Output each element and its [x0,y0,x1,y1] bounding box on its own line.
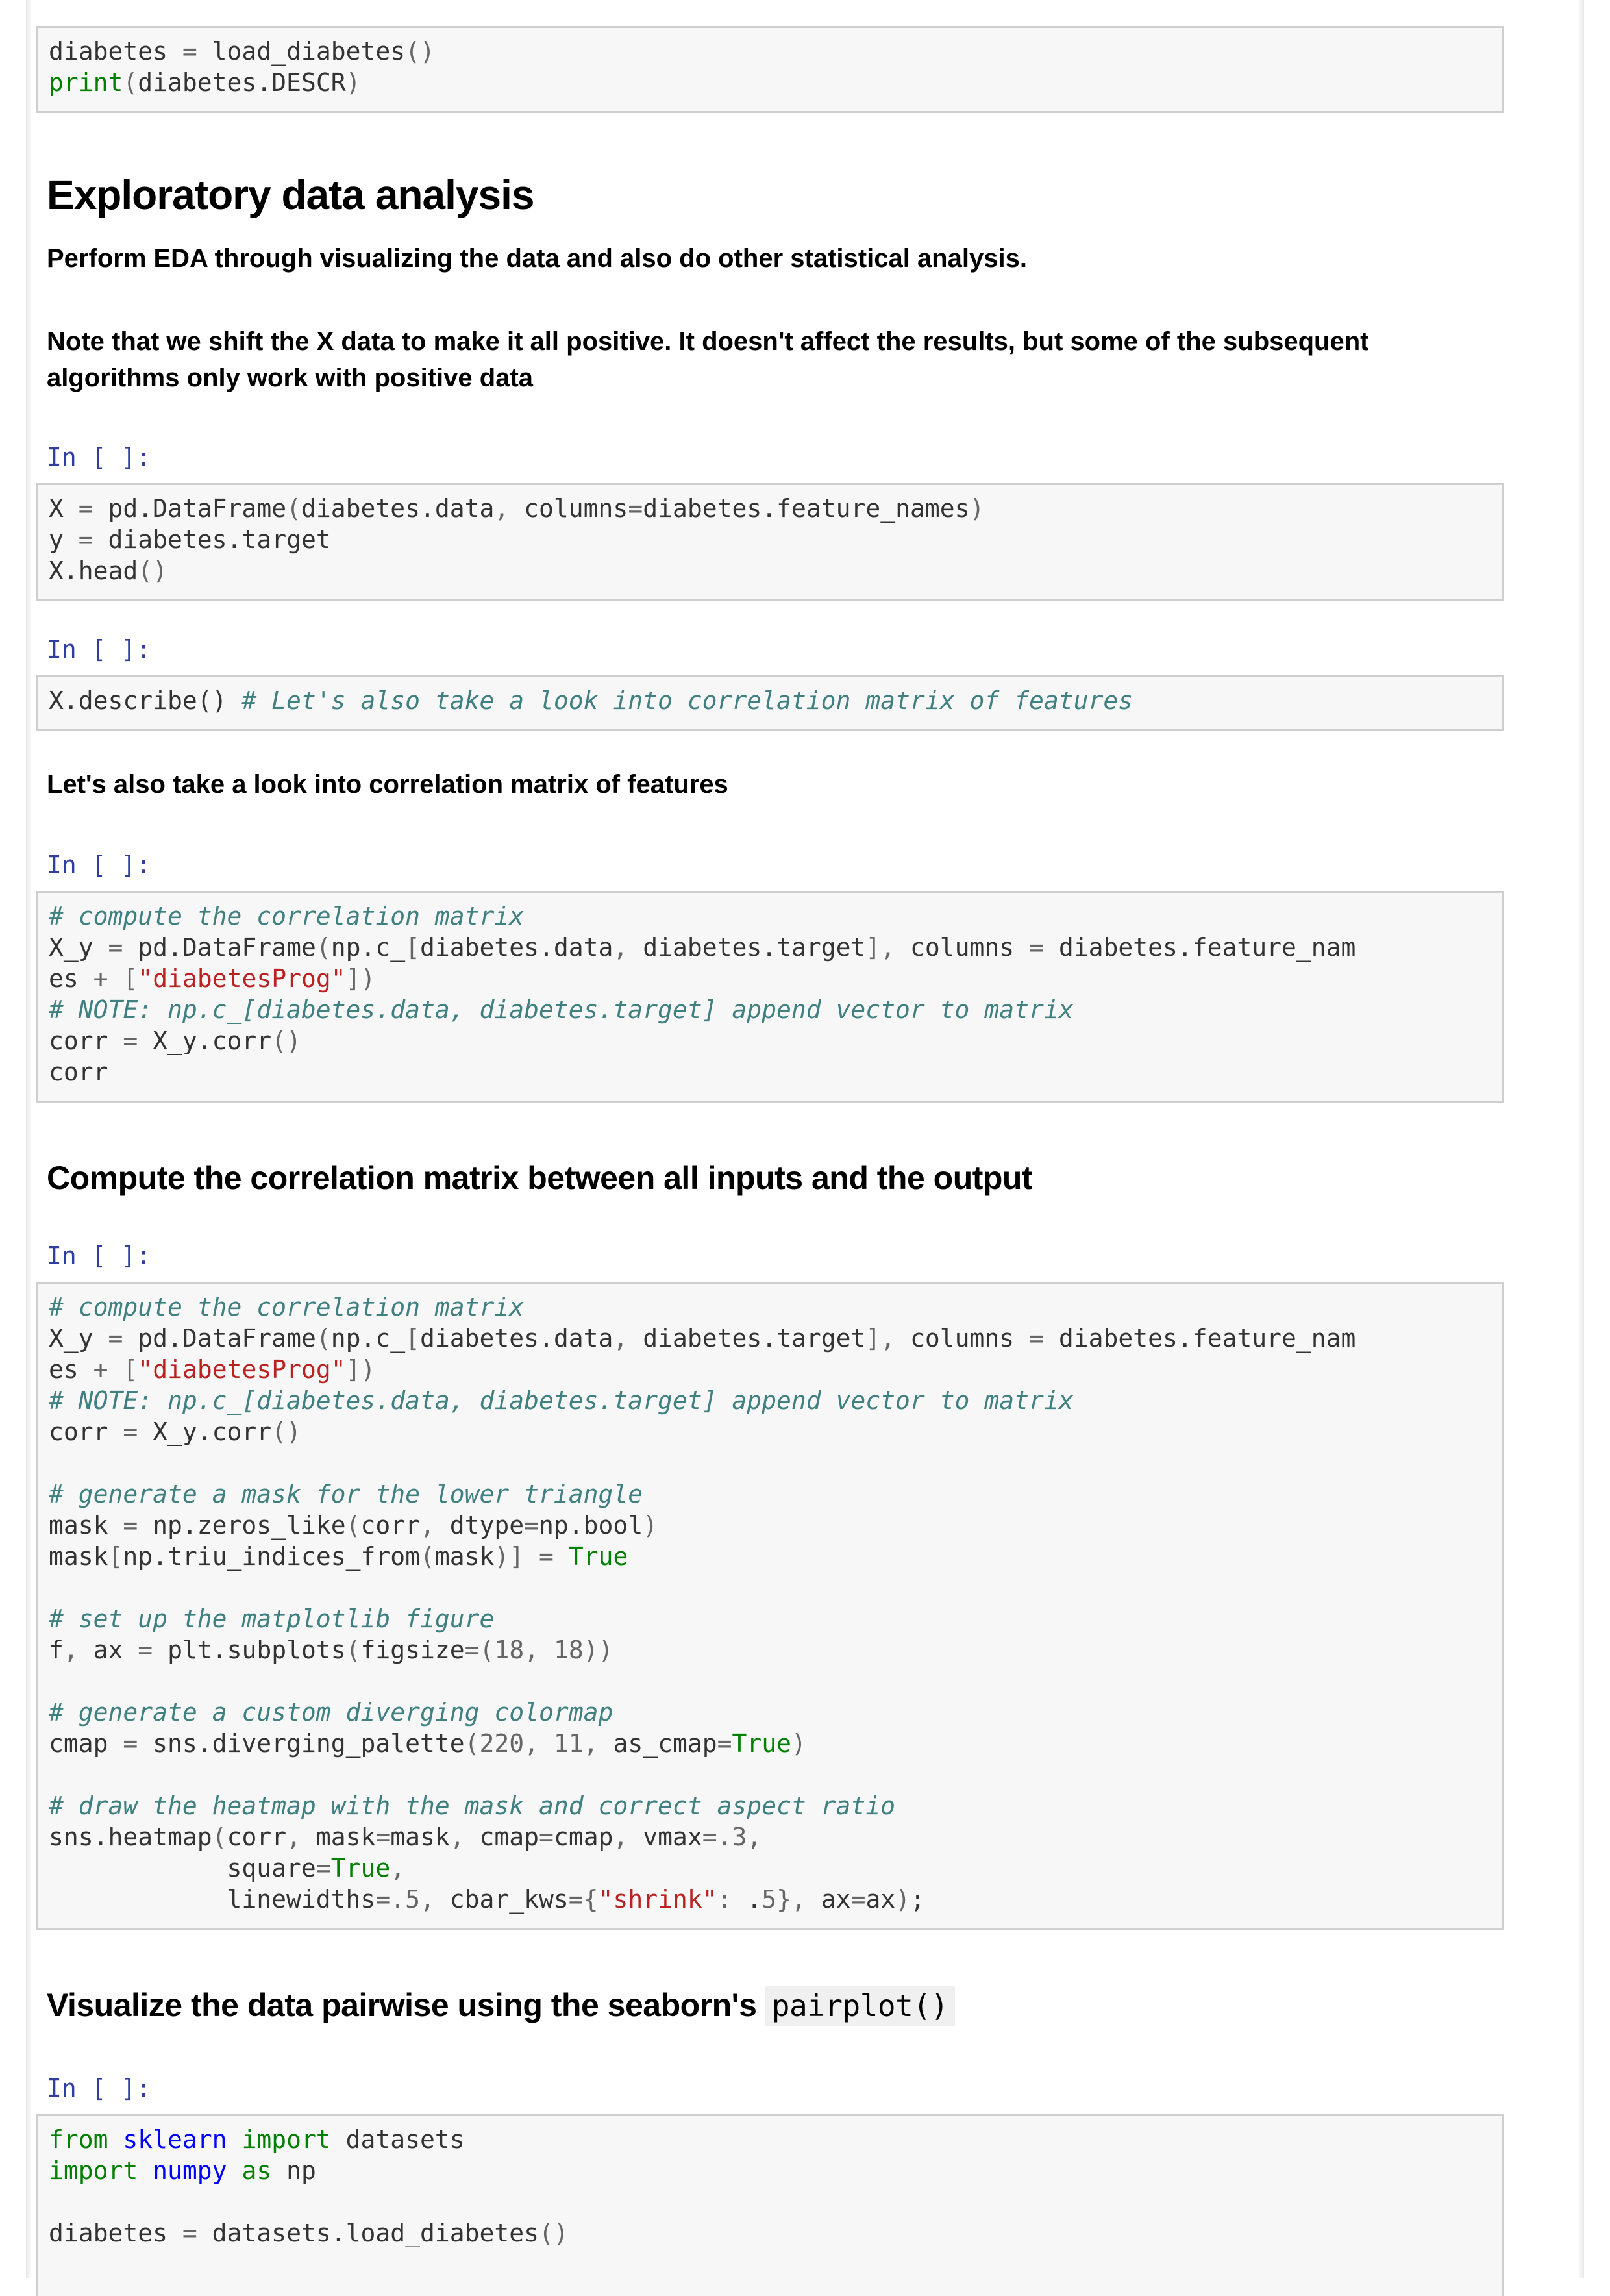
code-line: mask[np.triu_indices_from(mask)] = True [49,1542,628,1571]
code-line [49,2186,1491,2217]
code-line [49,1572,1491,1603]
code-cell-imports[interactable] [36,2114,1504,2296]
cell-prompt [47,634,151,665]
code-line: X_y = pd.DataFrame(np.c_[diabetes.data, diabetes.target], columns = diabetes.feature_nam [49,1324,1356,1353]
code-line: # compute the correlation matrix [49,1293,525,1321]
markdown-correlation-note: Let's also take a look into correlation matrix of features [47,770,728,799]
code-line [49,1666,1491,1697]
code-text: X.describe() [49,686,242,715]
code-cell-correlation[interactable] [36,891,1504,1103]
cell-prompt [47,1240,151,1271]
code-line: linewidths=.5, cbar_kws={"shrink": .5}, ax=ax); [49,1885,925,1914]
page-shadow-right [1578,0,1584,2278]
code-line: f, ax = plt.subplots(figsize=(18, 18)) [49,1636,613,1664]
code-line: y = diabetes.target [49,525,331,554]
code-line: # generate a mask for the lower triangle [49,1480,643,1508]
cell-prompt-label: In [ ]: [47,1242,151,1270]
code-line: cmap = sns.diverging_palette(220, 11, as_cmap=True) [49,1729,806,1758]
code-line: # compute the correlation matrix [49,902,525,930]
inline-code-pairplot: pairplot() [765,1986,955,2026]
cell-prompt-label: In [ ]: [47,443,151,471]
code-comment: # Let's also take a look into correlation matrix of features [242,686,1133,715]
code-line: X_y = pd.DataFrame(np.c_[diabetes.data, diabetes.target], columns = diabetes.feature_nam [49,933,1356,962]
heading-visualize-pairwise [47,1984,955,2027]
code-line: diabetes = datasets.load_diabetes() [49,2219,569,2247]
code-cell-describe[interactable] [36,675,1504,731]
cell-prompt-label: In [ ]: [47,851,151,879]
markdown-eda-subtitle: Perform EDA through visualizing the data and also do other statistical analysis. [47,244,1027,273]
code-line [49,1447,1491,1479]
cell-prompt-label: In [ ]: [47,2074,151,2103]
heading-compute-correlation: Compute the correlation matrix between all inputs and the output [47,1160,1033,1196]
code-cell-heatmap[interactable] [36,1282,1504,1930]
code-line: X = pd.DataFrame(diabetes.data, columns=diabetes.feature_names) [49,494,985,523]
code-line: es + ["diabetesProg"]) [49,1355,376,1384]
code-line: mask = np.zeros_like(corr, dtype=np.bool) [49,1511,658,1540]
heading-exploratory-data-analysis: Exploratory data analysis [47,171,534,218]
code-line: X.head() [49,556,168,585]
cell-prompt-label: In [ ]: [47,635,151,664]
code-line: sns.heatmap(corr, mask=mask, cmap=cmap, vmax=.3, [49,1823,762,1851]
code-line: print(diabetes.DESCR) [49,68,361,97]
code-cell-load-diabetes[interactable] [36,26,1504,113]
code-line: # draw the heatmap with the mask and correct aspect ratio [49,1791,896,1820]
markdown-eda-note: Note that we shift the X data to make it all positive. It doesn't affect the results, but some of the subsequent algorithms only work with positive data [47,327,1369,392]
code-line: corr [49,1058,108,1086]
code-line: import numpy as np [49,2156,316,2185]
code-line: square=True, [49,1854,406,1882]
code-line: # generate a custom diverging colormap [49,1698,613,1727]
code-line: # NOTE: np.c_[diabetes.data, diabetes.target] append vector to matrix [49,995,1074,1024]
cell-prompt [47,442,151,473]
code-line: corr = X_y.corr() [49,1417,301,1446]
page-shadow-left [26,0,32,2278]
code-line: es + ["diabetesProg"]) [49,964,376,993]
code-line: from sklearn import datasets [49,2125,465,2154]
code-line [49,1759,1491,1790]
cell-prompt [47,2073,151,2104]
code-line: corr = X_y.corr() [49,1027,301,1055]
cell-prompt [47,849,151,880]
code-line: diabetes = load_diabetes() [49,37,435,66]
code-line: # NOTE: np.c_[diabetes.data, diabetes.target] append vector to matrix [49,1386,1074,1415]
heading-pairwise-text: Visualize the data pairwise using the seaborn's [47,1987,765,2023]
code-line: # set up the matplotlib figure [49,1604,495,1633]
code-cell-dataframe[interactable] [36,483,1504,601]
